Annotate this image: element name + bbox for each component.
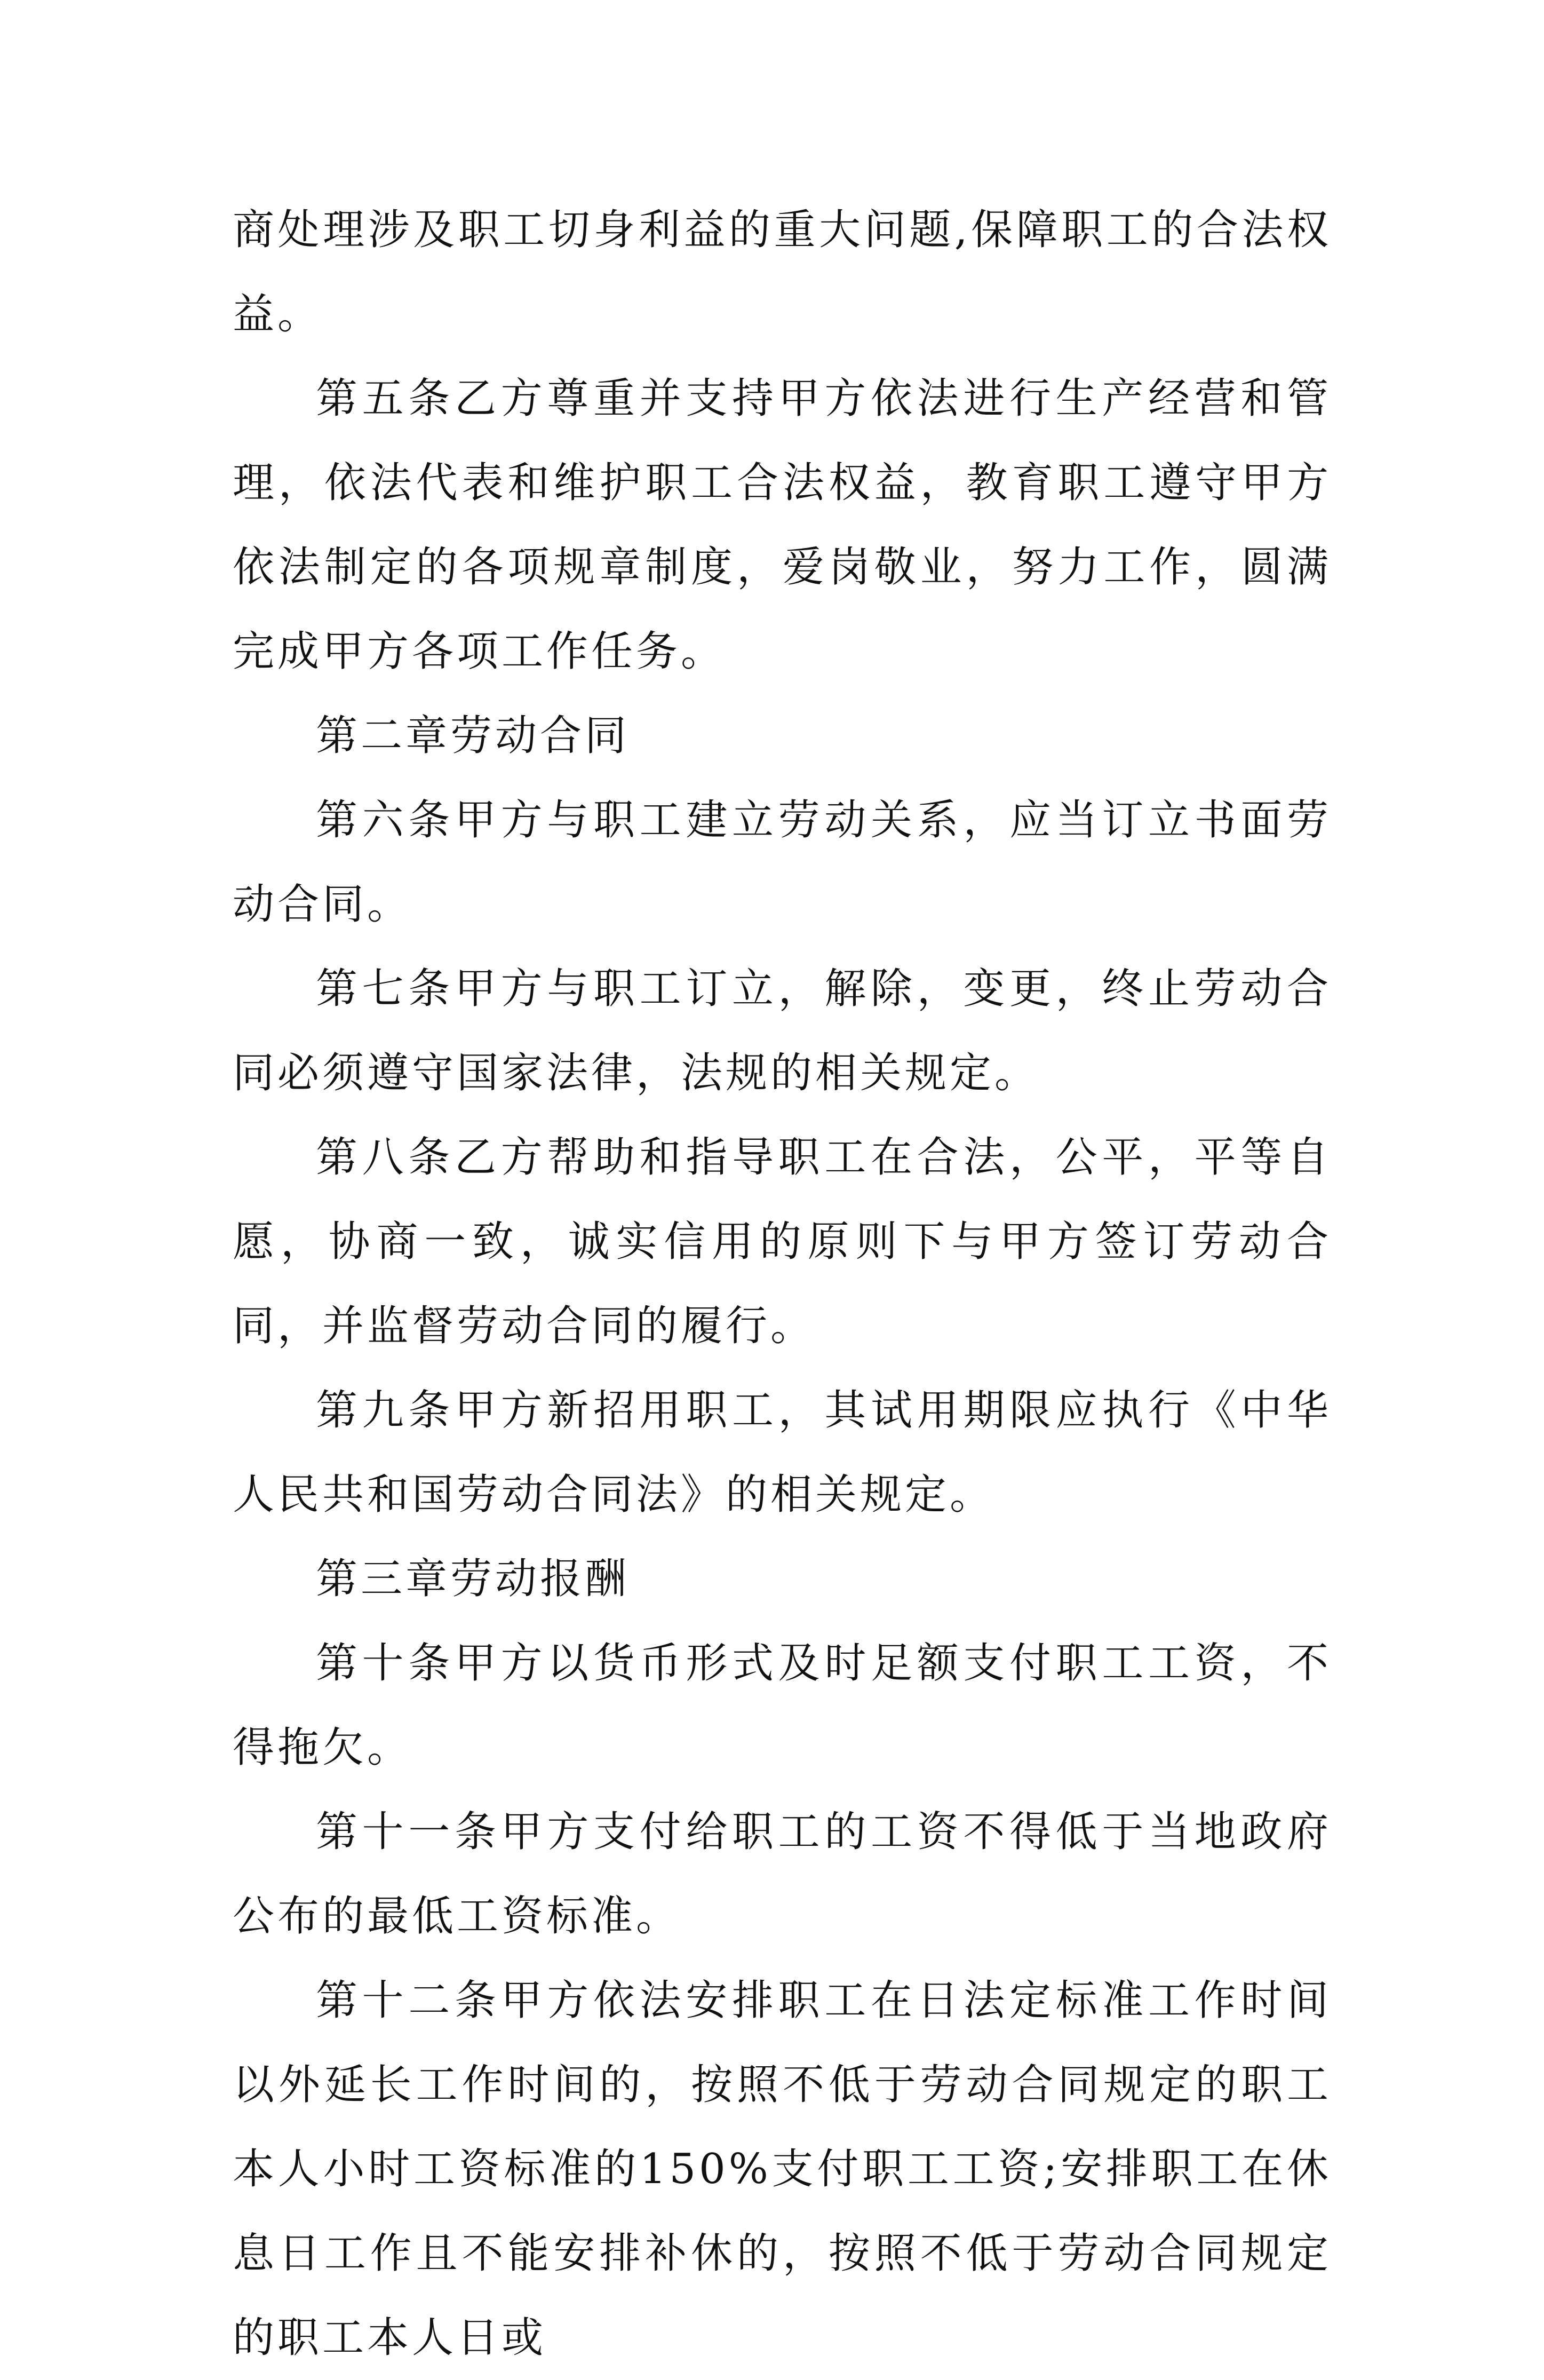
- paragraph-continuation: 商处理涉及职工切身利益的重大问题,保障职工的合法权益。: [233, 206, 1332, 338]
- chapter-heading-3: 第三章劳动报酬: [316, 1555, 630, 1603]
- paragraph-article-7: 第七条甲方与职工订立，解除，变更，终止劳动合同必须遵守国家法律，法规的相关规定。: [233, 965, 1332, 1097]
- paragraph-article-11: 第十一条甲方支付给职工的工资不得低于当地政府公布的最低工资标准。: [233, 1808, 1332, 1940]
- paragraph-article-12: 第十二条甲方依法安排职工在日法定标准工作时间以外延长工作时间的，按照不低于劳动合同规定的职工本人小时工资标准的150%支付职工工资;安排职工在休息日工作且不能安排补休的，按照不低于劳动合同规定的职工本人日或: [233, 1977, 1332, 2362]
- paragraph-article-10: 第十条甲方以货币形式及时足额支付职工工资，不得拖欠。: [233, 1639, 1332, 1772]
- document-body: [233, 188, 1332, 2380]
- paragraph-article-8: 第八条乙方帮助和指导职工在合法，公平，平等自愿，协商一致，诚实信用的原则下与甲方签订劳动合同，并监督劳动合同的履行。: [233, 1133, 1332, 1350]
- paragraph-article-5: 第五条乙方尊重并支持甲方依法进行生产经营和管理，依法代表和维护职工合法权益，教育职工遵守甲方依法制定的各项规章制度，爱岗敬业，努力工作，圆满完成甲方各项工作任务。: [233, 375, 1332, 676]
- chapter-heading-2: 第二章劳动合同: [316, 712, 630, 760]
- paragraph-article-9: 第九条甲方新招用职工，其试用期限应执行《中华人民共和国劳动合同法》的相关规定。: [233, 1386, 1332, 1519]
- paragraph-article-6: 第六条甲方与职工建立劳动关系，应当订立书面劳动合同。: [233, 796, 1332, 929]
